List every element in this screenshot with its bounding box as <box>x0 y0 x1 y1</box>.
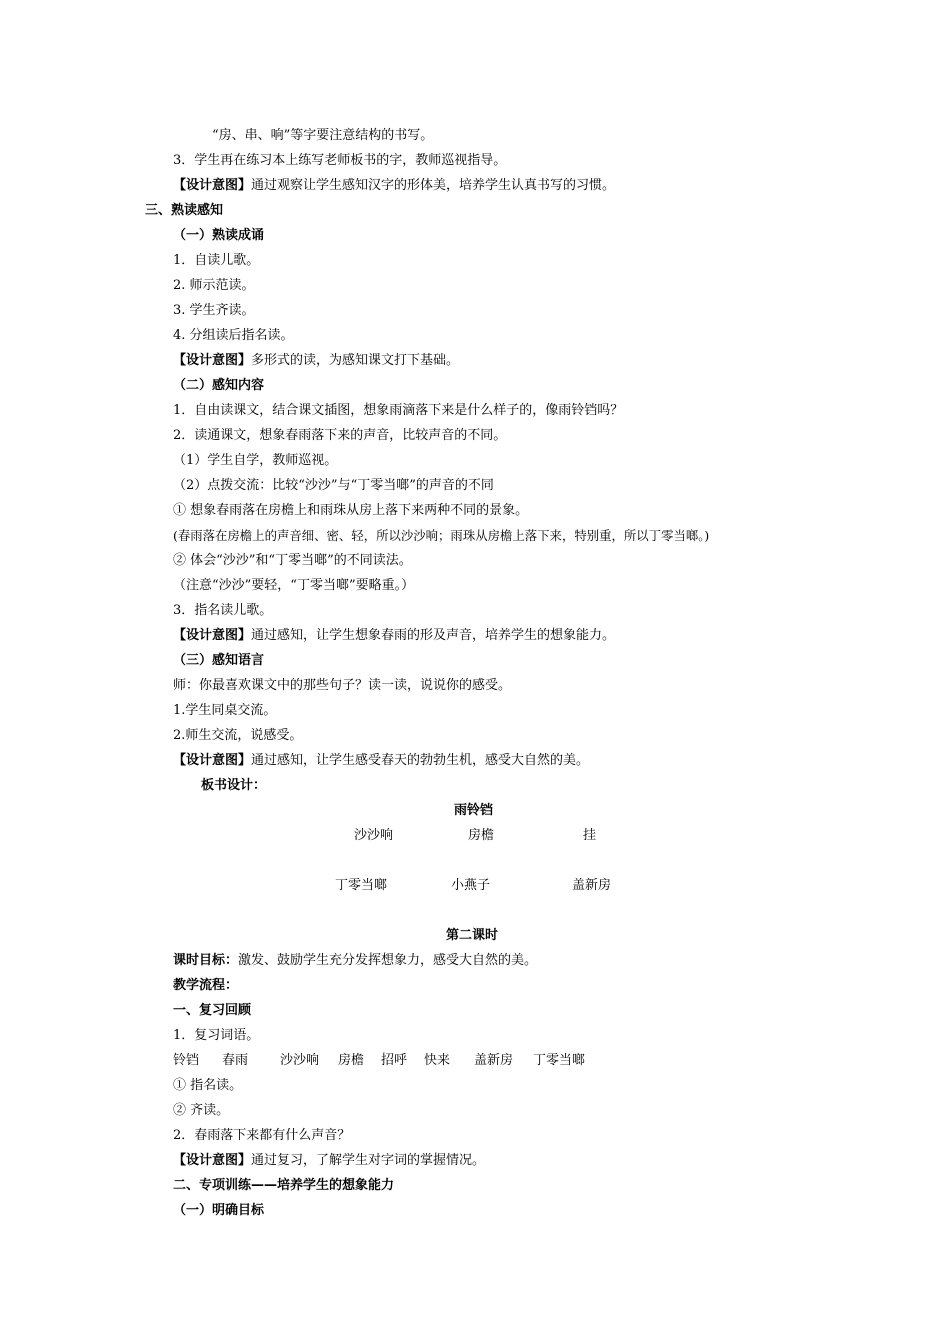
design-intent-tag: 【设计意图】 <box>173 753 252 768</box>
text-line: （1）学生自学，教师巡视。 <box>173 453 338 468</box>
design-intent-text: 通过观察让学生感知汉字的形体美，培养学生认真书写的习惯。 <box>251 178 616 193</box>
text-line: 1．自由读课文，结合课文插图，想象雨滴落下来是什么样子的，像雨铃铛吗？ <box>173 403 624 418</box>
board-word: 丁零当啷 <box>335 878 388 893</box>
design-intent <box>173 752 589 770</box>
text-line: 3. 学生齐读。 <box>173 303 255 318</box>
lesson-title: 第二课时 <box>446 928 499 943</box>
text-line: 1．自读儿歌。 <box>173 253 260 268</box>
subsection-heading: （一）明确目标 <box>173 1203 265 1218</box>
text-line: 师：你最喜欢课文中的那些句子？读一读，说说你的感受。 <box>173 678 512 693</box>
vocab-word: 盖新房 <box>474 1053 514 1068</box>
vocab-word: 铃铛 <box>173 1053 200 1068</box>
text-line: 2. 师示范读。 <box>173 278 255 293</box>
text-line: 2.师生交流，说感受。 <box>173 728 303 743</box>
board-word: 沙沙响 <box>354 828 394 843</box>
text-line: 3．指名读儿歌。 <box>173 603 273 618</box>
text-line: 4. 分组读后指名读。 <box>173 328 294 343</box>
board-word: 小燕子 <box>451 878 491 893</box>
design-intent-tag: 【设计意图】 <box>173 353 252 368</box>
design-intent-text: 通过感知，让学生想象春雨的形及声音，培养学生的想象能力。 <box>251 628 616 643</box>
vocab-word: 房檐 <box>338 1053 365 1068</box>
lesson-goal-text: 激发、鼓励学生充分发挥想象力，感受大自然的美。 <box>238 953 538 968</box>
section-heading: 三、熟读感知 <box>145 203 224 218</box>
design-intent-text: 通过感知，让学生感受春天的勃勃生机，感受大自然的美。 <box>251 753 590 768</box>
design-intent-tag: 【设计意图】 <box>173 178 252 193</box>
text-line: 1.学生同桌交流。 <box>173 703 277 718</box>
board-word: 盖新房 <box>572 878 612 893</box>
text-line: ② 齐读。 <box>173 1103 230 1118</box>
lesson-goal-label: 课时目标： <box>173 953 239 968</box>
subsection-heading: （三）感知语言 <box>173 653 265 668</box>
board-title: 雨铃铛 <box>454 803 494 818</box>
design-intent <box>173 1152 485 1170</box>
design-intent <box>173 177 615 195</box>
text-line: 2．读通课文，想象春雨落下来的声音，比较声音的不同。 <box>173 428 507 443</box>
board-design-label: 板书设计： <box>201 778 267 793</box>
lesson-goal <box>173 952 537 970</box>
section-heading: 二、专项训练——培养学生的想象能力 <box>173 1178 395 1193</box>
board-word: 房檐 <box>468 828 495 843</box>
text-line: “房、串、响”等字要注意结构的书写。 <box>212 128 434 143</box>
text-line: ② 体会“沙沙”和“丁零当啷”的不同读法。 <box>173 553 412 568</box>
flow-label: 教学流程： <box>173 978 239 993</box>
design-intent <box>173 627 615 645</box>
text-line: ① 想象春雨落在房檐上和雨珠从房上落下来两种不同的景象。 <box>173 503 529 518</box>
text-line: 1．复习词语。 <box>173 1028 260 1043</box>
text-line: ① 指名读。 <box>173 1078 243 1093</box>
text-line: 3．学生再在练习本上练写老师板书的字，教师巡视指导。 <box>173 153 507 168</box>
section-heading: 一、复习回顾 <box>173 1003 252 1018</box>
text-line: （2）点拨交流：比较“沙沙”与“丁零当啷”的声音的不同 <box>173 478 494 493</box>
vocab-word: 沙沙响 <box>280 1053 320 1068</box>
subsection-heading: （二）感知内容 <box>173 378 265 393</box>
subsection-heading: （一）熟读成诵 <box>173 228 265 243</box>
design-intent-text: 多形式的读，为感知课文打下基础。 <box>251 353 460 368</box>
text-line: (春雨落在房檐上的声音细、密、轻，所以沙沙响；雨珠从房檐上落下来，特别重，所以丁零当啷。) <box>173 528 710 543</box>
design-intent <box>173 352 459 370</box>
vocab-word: 快来 <box>424 1053 451 1068</box>
vocab-word: 丁零当啷 <box>533 1053 586 1068</box>
vocab-word: 招呼 <box>381 1053 408 1068</box>
text-line: （注意“沙沙”要轻，“丁零当啷”要略重。） <box>173 578 415 593</box>
design-intent-tag: 【设计意图】 <box>173 628 252 643</box>
text-line: 2．春雨落下来都有什么声音？ <box>173 1128 351 1143</box>
design-intent-text: 通过复习，了解学生对字词的掌握情况。 <box>251 1153 486 1168</box>
board-word: 挂 <box>583 828 597 843</box>
vocab-word: 春雨 <box>222 1053 249 1068</box>
design-intent-tag: 【设计意图】 <box>173 1153 252 1168</box>
